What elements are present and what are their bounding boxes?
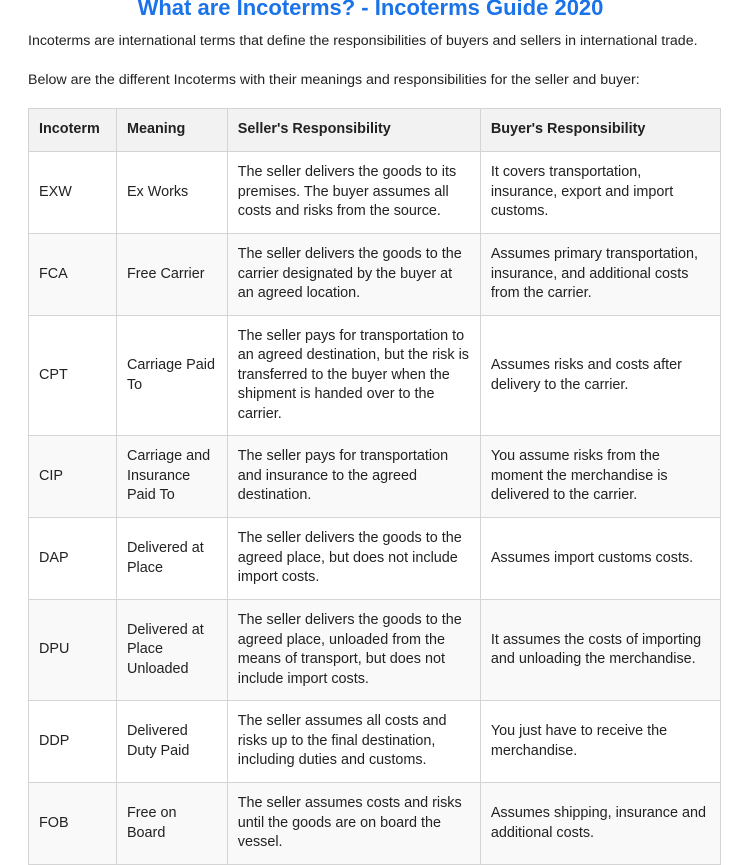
cell-buyer: Assumes risks and costs after delivery to the carrier.: [480, 316, 720, 436]
table-row: [29, 316, 721, 436]
cell-term: CIP: [29, 436, 117, 518]
cell-meaning: Delivered at Place Unloaded: [116, 600, 227, 701]
table-header-row: [29, 109, 721, 152]
table-row: [29, 436, 721, 518]
table-row: [29, 152, 721, 234]
cell-term: DDP: [29, 701, 117, 783]
column-header-incoterm: Incoterm: [29, 109, 117, 152]
cell-buyer: Assumes shipping, insurance and additional costs.: [480, 783, 720, 865]
table-row: [29, 234, 721, 316]
table-row: [29, 701, 721, 783]
cell-buyer: You just have to receive the merchandise.: [480, 701, 720, 783]
cell-seller: The seller pays for transportation to an agreed destination, but the risk is transferred to the buyer when the shipment is handed over to the carrier.: [227, 316, 480, 436]
cell-buyer: Assumes primary transportation, insurance, and additional costs from the carrier.: [480, 234, 720, 316]
cell-seller: The seller assumes costs and risks until the goods are on board the vessel.: [227, 783, 480, 865]
cell-term: DAP: [29, 518, 117, 600]
page-title: What are Incoterms? - Incoterms Guide 2020: [137, 0, 604, 20]
cell-term: EXW: [29, 152, 117, 234]
cell-seller: The seller delivers the goods to the agreed place, but does not include import costs.: [227, 518, 480, 600]
cell-buyer: You assume risks from the moment the merchandise is delivered to the carrier.: [480, 436, 720, 518]
cell-buyer: Assumes import customs costs.: [480, 518, 720, 600]
cell-meaning: Free on Board: [116, 783, 227, 865]
cell-meaning: Delivered at Place: [116, 518, 227, 600]
cell-buyer: It covers transportation, insurance, export and import customs.: [480, 152, 720, 234]
table-row: [29, 518, 721, 600]
cell-meaning: Carriage and Insurance Paid To: [116, 436, 227, 518]
table-row: [29, 783, 721, 865]
intro-paragraph: Incoterms are international terms that define the responsibilities of buyers and sellers in international trade.: [28, 33, 698, 49]
cell-seller: The seller delivers the goods to the agreed place, unloaded from the means of transport, but does not include import costs.: [227, 600, 480, 701]
cell-meaning: Delivered Duty Paid: [116, 701, 227, 783]
intro-paragraph-list-lead: Below are the different Incoterms with their meanings and responsibilities for the seller and buyer:: [28, 72, 640, 88]
cell-meaning: Ex Works: [116, 152, 227, 234]
cell-term: FOB: [29, 783, 117, 865]
table-row: [29, 600, 721, 701]
cell-term: DPU: [29, 600, 117, 701]
cell-seller: The seller delivers the goods to the carrier designated by the buyer at an agreed location.: [227, 234, 480, 316]
cell-meaning: Carriage Paid To: [116, 316, 227, 436]
column-header-seller: Seller's Responsibility: [227, 109, 480, 152]
cell-term: FCA: [29, 234, 117, 316]
incoterms-table: [28, 108, 721, 865]
cell-meaning: Free Carrier: [116, 234, 227, 316]
cell-buyer: It assumes the costs of importing and unloading the merchandise.: [480, 600, 720, 701]
cell-seller: The seller pays for transportation and insurance to the agreed destination.: [227, 436, 480, 518]
cell-term: CPT: [29, 316, 117, 436]
column-header-meaning: Meaning: [116, 109, 227, 152]
cell-seller: The seller assumes all costs and risks up to the final destination, including duties and customs.: [227, 701, 480, 783]
cell-seller: The seller delivers the goods to its premises. The buyer assumes all costs and risks from the source.: [227, 152, 480, 234]
column-header-buyer: Buyer's Responsibility: [480, 109, 720, 152]
